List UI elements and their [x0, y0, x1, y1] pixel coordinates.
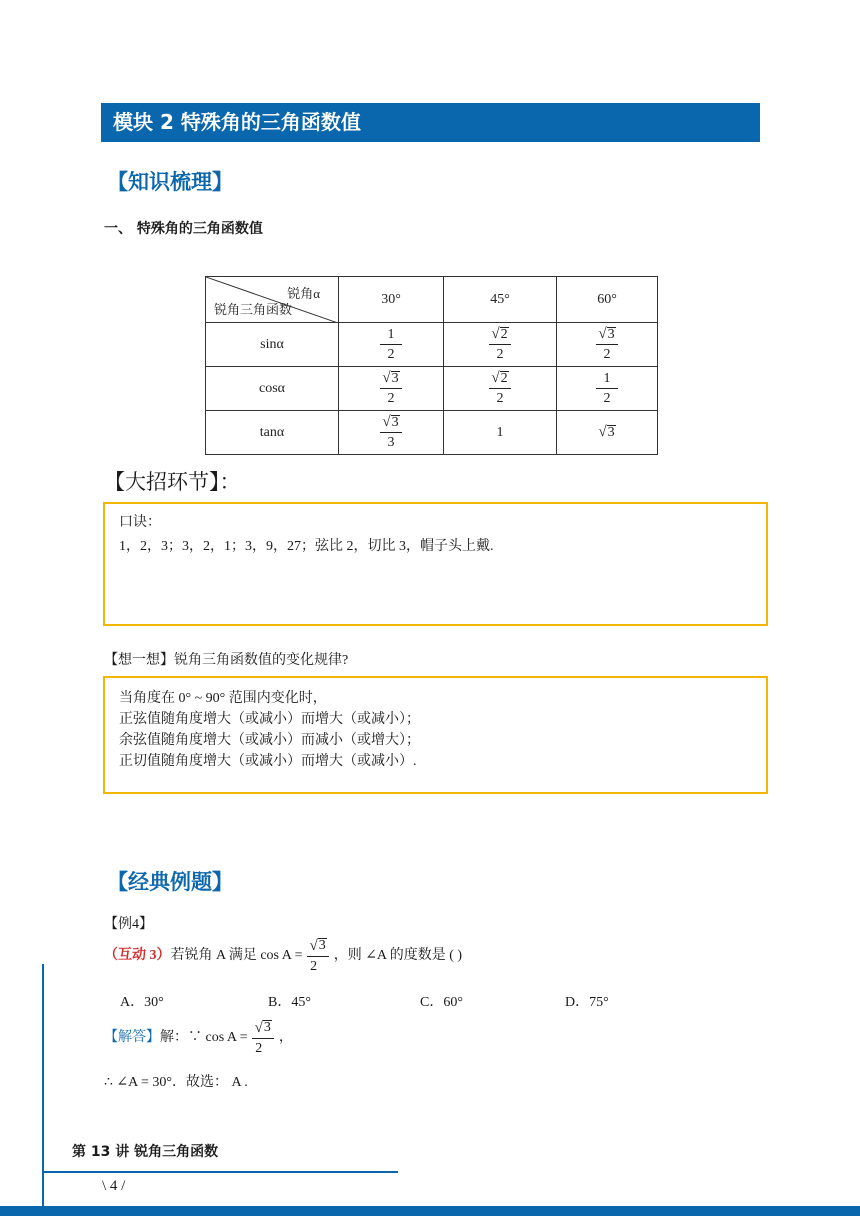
think-line: 正切值随角度增大（或减小）而增大（或减小）. [119, 754, 417, 769]
answer-conclusion: ∴ ∠A = 30°．故选： A . [104, 1075, 248, 1090]
header-angle: 45° [444, 277, 557, 323]
footer-vertical-rule [42, 964, 44, 1216]
header-angle: 30° [339, 277, 444, 323]
corner-angle-label: 锐角α [287, 286, 320, 301]
table-cell: √ 3 2 [557, 323, 658, 367]
option-d: D．75° [565, 995, 609, 1010]
fraction-denominator: 2 [307, 956, 329, 974]
trick-heading: 【大招环节】： [104, 470, 241, 494]
row-label: tanα [206, 411, 339, 455]
table-cell: 1 [444, 411, 557, 455]
answer-tag: 【解答】 [104, 1030, 160, 1046]
knowledge-heading: 【知识梳理】 [107, 170, 233, 194]
option-b: B．45° [268, 995, 311, 1010]
question-suffix: ，则 ∠A 的度数是 ( ) [333, 948, 463, 964]
fraction-numerator: 3 [263, 1020, 271, 1035]
special-angle-table [205, 276, 658, 455]
table-row-cos [206, 367, 658, 411]
table-cell: √ 2 2 [444, 367, 557, 411]
mnemonic-text: 1，2，3；3，2，1；3，9，27；弦比 2，切比 3，帽子头上戴. [119, 539, 494, 554]
table-row-sin [206, 323, 658, 367]
answer-fraction: √ 3 2 [252, 1020, 275, 1056]
table-cell: $\frac{1}{2}$ [339, 323, 444, 367]
row-label: cosα [206, 367, 339, 411]
footer-lesson: 第 13 讲 锐角三角函数 [72, 1144, 219, 1160]
examples-heading: 【经典例题】 [107, 870, 233, 894]
think-heading: 【想一想】锐角三角函数值的变化规律? [104, 653, 349, 668]
table-row-tan [206, 411, 658, 455]
question-prefix: 若锐角 A 满足 cos A = [170, 948, 303, 964]
question-fraction: √ 3 2 [306, 938, 329, 974]
footer-horizontal-rule [42, 1171, 398, 1173]
think-line: 正弦值随角度增大（或减小）而增大（或减小）； [119, 712, 420, 727]
think-line: 当角度在 0° ~ 90° 范围内变化时， [119, 691, 327, 706]
mnemonic-box [103, 502, 768, 626]
table-cell: √ 3 3 [339, 411, 444, 455]
table-corner-cell [206, 277, 339, 323]
table-cell: $\frac{1}{2}$ [557, 367, 658, 411]
module-title: 模块 2 特殊角的三角函数值 [113, 110, 361, 134]
module-title-banner [101, 103, 760, 142]
example-question [104, 938, 462, 974]
fraction-denominator: 2 [252, 1038, 274, 1056]
option-a: A．30° [120, 995, 164, 1010]
table-cell: √ 2 2 [444, 323, 557, 367]
row-label: sinα [206, 323, 339, 367]
answer-suffix: ， [278, 1030, 293, 1046]
corner-function-label: 锐角三角函数 [214, 302, 293, 317]
fraction-numerator: 3 [318, 938, 326, 953]
table-cell: √ 3 2 [339, 367, 444, 411]
think-line: 余弦值随角度增大（或减小）而减小（或增大）； [119, 733, 420, 748]
bottom-bar [0, 1206, 860, 1216]
page-number: \ 4 / [102, 1178, 126, 1194]
header-angle: 60° [557, 277, 658, 323]
think-box [103, 676, 768, 794]
sub-heading: 一、 特殊角的三角函数值 [104, 221, 263, 237]
answer-prefix: 解：∵ cos A = [160, 1030, 248, 1046]
example-label: 【例4】 [104, 917, 153, 932]
mnemonic-label: 口诀： [119, 515, 161, 530]
table-cell: √ 3 [557, 411, 658, 455]
option-c: C．60° [420, 995, 463, 1010]
interaction-tag: （互动 3） [104, 948, 171, 964]
answer-line [104, 1020, 293, 1056]
